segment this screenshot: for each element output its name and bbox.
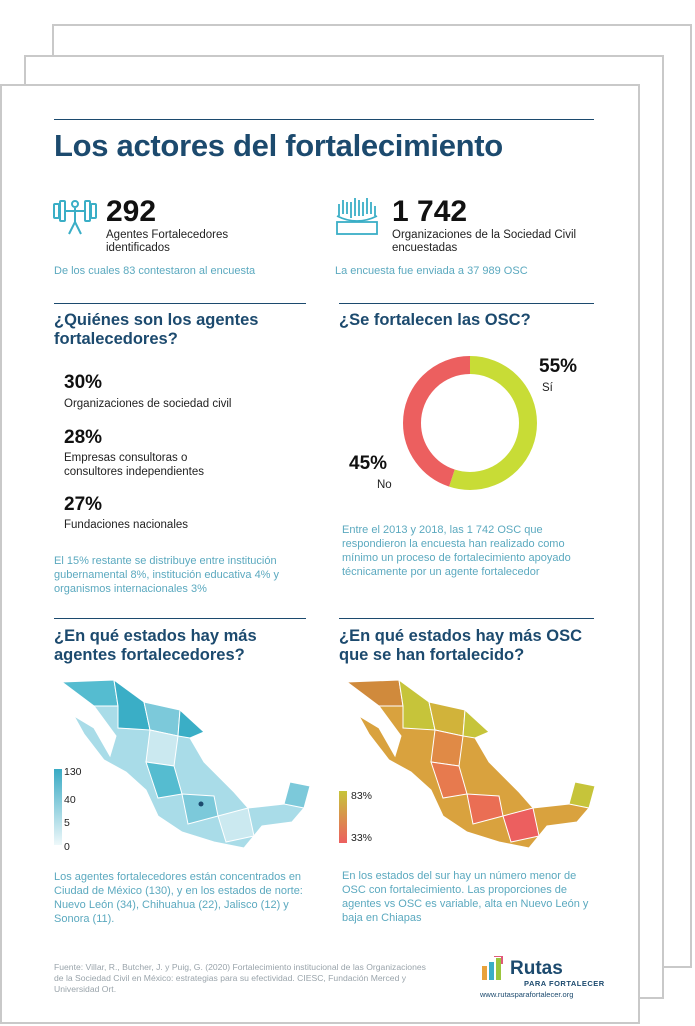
section-rule-strengthen	[339, 303, 594, 304]
title-rule	[54, 119, 594, 120]
section-rule-who	[54, 303, 306, 304]
logo-name: Rutas	[510, 958, 563, 979]
map-osc-title: ¿En qué estados hay más OSC que se han fortalecido?	[339, 627, 582, 664]
no-label: No	[377, 479, 392, 491]
osc-scale-bar	[339, 791, 347, 843]
logo-subtitle: PARA FORTALECER	[524, 979, 605, 988]
weightlifting-icon	[52, 196, 98, 236]
who-pct-1: 30%	[64, 372, 103, 393]
who-note: El 15% restante se distribuye entre institución gubernamental 8%, institución educativa 4% y organismos internacionales 3%	[54, 555, 280, 595]
who-pct-2: 28%	[64, 427, 103, 448]
agents-scale-bar	[54, 769, 62, 845]
map-osc-caption: En los estados del sur hay un número menor de OSC con fortalecimiento. Las proporciones de agentes vs OSC es variable, alta en Nuevo León y baja en Chiapas	[342, 870, 589, 924]
strengthen-title: ¿Se fortalecen las OSC?	[339, 311, 531, 329]
osc-scale-min: 33%	[351, 832, 373, 844]
osc-count: 1 742	[392, 195, 468, 228]
who-label-1: Organizaciones de sociedad civil	[64, 398, 232, 410]
infographic-page	[0, 84, 640, 1024]
strengthen-description: Entre el 2013 y 2018, las 1 742 OSC que respondieron la encuesta han realizado como mínimo un proceso de fortalecimiento apoyado técnicamente por un agente fortalecedor	[342, 524, 571, 578]
osc-map	[339, 676, 601, 856]
who-label-3: Fundaciones nacionales	[64, 519, 189, 531]
logo-url: www.rutasparafortalecer.org	[480, 990, 574, 999]
no-pct-label: 45%	[349, 453, 388, 474]
page-title: Los actores del fortalecimiento	[54, 128, 503, 163]
logo-arrows-icon	[480, 956, 508, 980]
who-label-2: Empresas consultoras o consultores independientes	[64, 452, 205, 478]
agents-scale-2: 5	[64, 817, 70, 829]
agents-label: Agentes Fortalecedores identificados	[106, 229, 229, 254]
map-agents-caption: Los agentes fortalecedores están concentrados en Ciudad de México (130), y en los estados de norte: Nuevo León (34), Chihuahua (22), Jalisco (12) y Sonora (11).	[54, 871, 303, 925]
section-rule-map-agents	[54, 618, 306, 619]
agents-scale-0: 130	[64, 766, 82, 778]
agents-note: De los cuales 83 contestaron al encuesta	[54, 265, 256, 277]
who-pct-3: 27%	[64, 494, 103, 515]
map-agents-title: ¿En qué estados hay más agentes fortalecedores?	[54, 627, 257, 664]
agents-scale-3: 0	[64, 841, 70, 853]
donut-chart	[400, 353, 540, 493]
osc-scale-max: 83%	[351, 790, 373, 802]
yes-label: Sí	[542, 382, 553, 394]
agents-scale-1: 40	[64, 794, 76, 806]
yes-pct-label: 55%	[539, 356, 578, 377]
agents-count: 292	[106, 195, 157, 228]
raised-hands-icon	[335, 192, 379, 236]
agents-map	[54, 676, 316, 856]
who-title: ¿Quiénes son los agentes fortalecedores?	[54, 311, 259, 348]
osc-label: Organizaciones de la Sociedad Civil encuestadas	[392, 229, 577, 254]
source-citation: Fuente: Villar, R., Butcher, J. y Puig, G. (2020) Fortalecimiento institucional de las Organizaciones de la Sociedad Civil en México: estrategias para su efectividad. CIESC, Fundación Merced y Universidad Ort.	[54, 962, 426, 994]
section-rule-map-osc	[339, 618, 594, 619]
osc-note: La encuesta fue enviada a 37 989 OSC	[335, 265, 528, 277]
